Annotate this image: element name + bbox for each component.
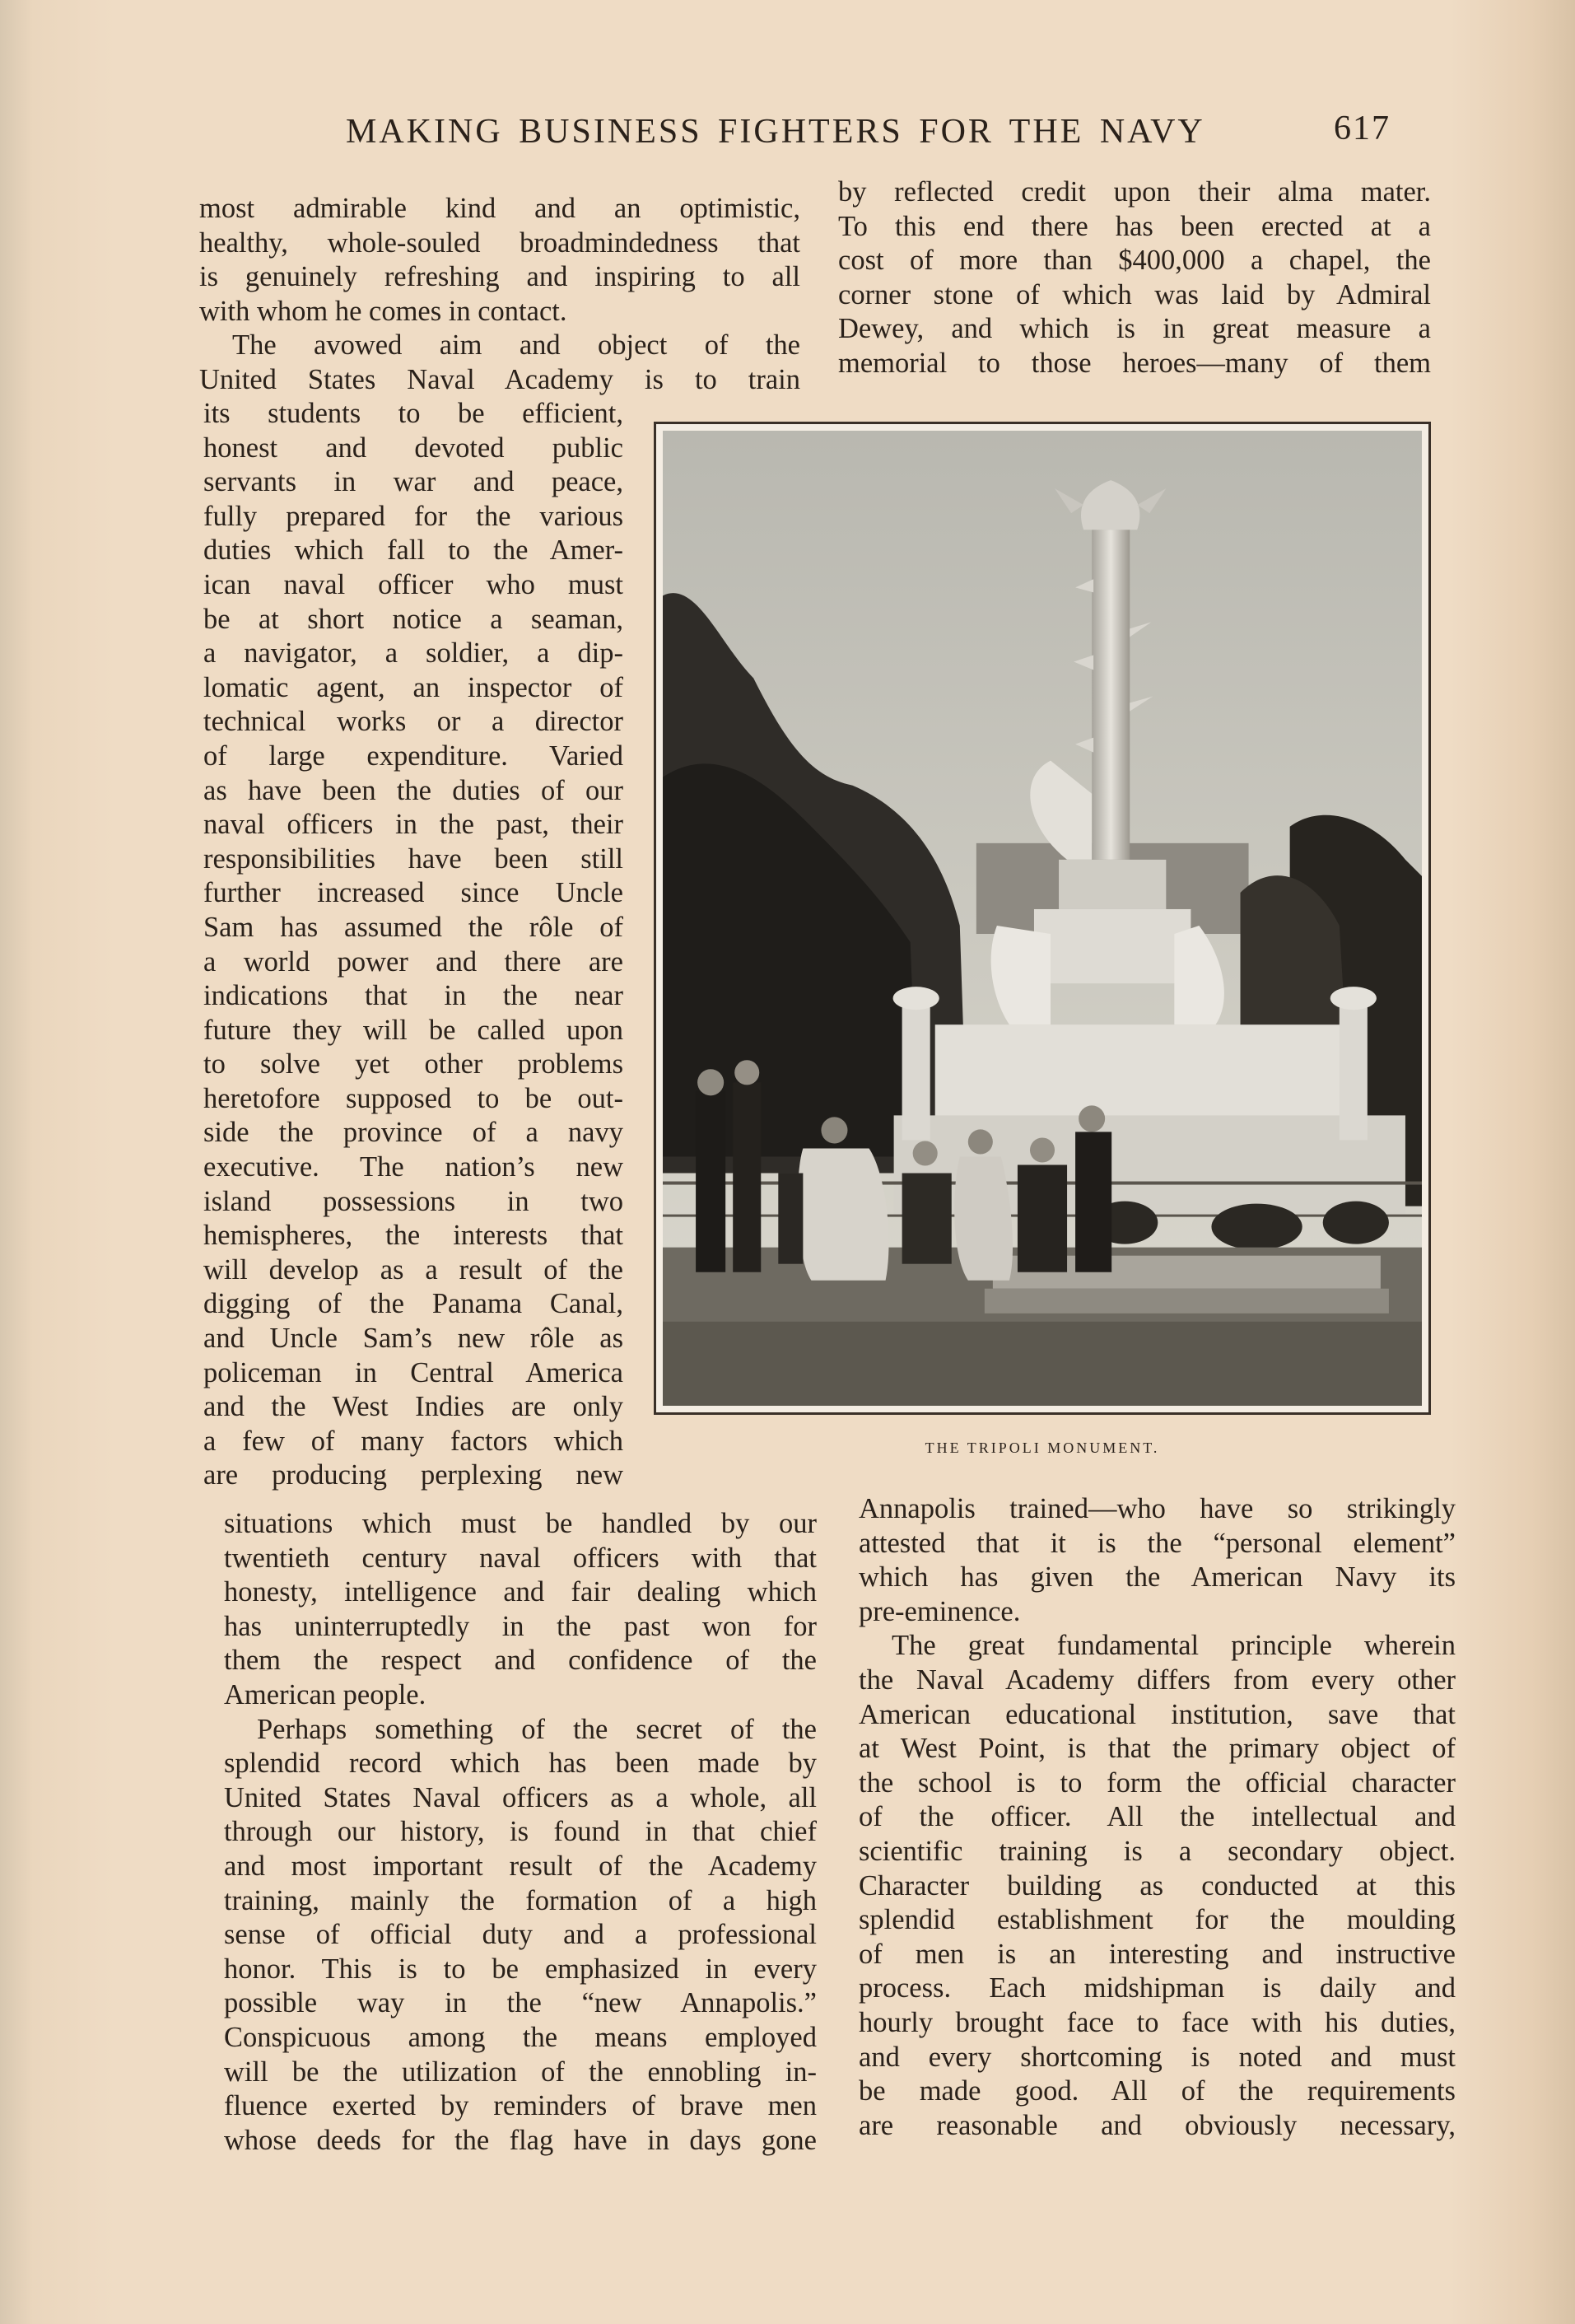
text-line: be made good. All of the requirements xyxy=(859,2075,1456,2107)
text-line: Character building as conducted at this xyxy=(859,1869,1456,1902)
text-line: policeman in Central America xyxy=(203,1356,623,1388)
text-line: hemispheres, the interests that xyxy=(203,1220,623,1252)
text-line: technical works or a director xyxy=(203,706,623,738)
text-line: future they will be called upon xyxy=(203,1014,623,1046)
text-line: naval officers in the past, their xyxy=(203,809,623,841)
text-line: honest and devoted public xyxy=(203,432,623,464)
left-column-top xyxy=(199,192,800,398)
text-line: are producing perplexing new xyxy=(203,1459,623,1491)
text-line: side the province of a navy xyxy=(203,1117,623,1149)
text-line: a navigator, a soldier, a dip- xyxy=(203,637,623,670)
text-line: and every shortcoming is noted and must xyxy=(859,2041,1456,2073)
right-column-top xyxy=(838,175,1431,381)
text-line: twentieth century naval officers with that xyxy=(224,1542,817,1574)
left-column-bottom xyxy=(224,1507,817,2158)
text-line: The great fundamental principle wherein xyxy=(892,1630,1456,1662)
text-line: situations which must be handled by our xyxy=(224,1508,817,1539)
figure-caption: THE TRIPOLI MONUMENT. xyxy=(925,1440,1160,1456)
text-line: Perhaps something of the secret of the xyxy=(257,1713,817,1745)
text-line: To this end there has been erected at a xyxy=(838,210,1431,242)
text-line: and Uncle Sam’s new rôle as xyxy=(203,1323,623,1355)
tripoli-monument-photo xyxy=(654,422,1431,1415)
text-line: cost of more than $400,000 a chapel, the xyxy=(838,245,1431,277)
text-line: of the officer. All the intellectual and xyxy=(859,1801,1456,1833)
text-line: The avowed aim and object of the xyxy=(232,329,800,362)
text-line: duties which fall to the Amer- xyxy=(203,534,623,567)
text-line: healthy, whole-souled broadmindedness that xyxy=(199,226,800,259)
text-line: the school is to form the official character xyxy=(859,1766,1456,1799)
text-line: memorial to those heroes—many of them xyxy=(838,347,1431,379)
text-line: sense of official duty and a professional xyxy=(224,1919,817,1951)
left-column-narrow xyxy=(203,397,623,1493)
text-line: hourly brought face to face with his duties, xyxy=(859,2006,1456,2038)
right-column-bottom xyxy=(859,1492,1456,2143)
text-line: splendid record which has been made by xyxy=(224,1748,817,1780)
text-line: of men is an interesting and instructive xyxy=(859,1938,1456,1970)
text-line: process. Each midshipman is daily and xyxy=(859,1972,1456,2004)
text-line: of large expenditure. Varied xyxy=(203,740,623,772)
text-line: Annapolis trained—who have so strikingly xyxy=(859,1493,1456,1524)
text-line: pre-eminence. xyxy=(859,1595,1021,1627)
text-line: through our history, is found in that chief xyxy=(224,1816,817,1848)
text-line: as have been the duties of our xyxy=(203,774,623,806)
page-number: 617 xyxy=(1334,110,1391,147)
text-line: most admirable kind and an optimistic, xyxy=(199,193,800,224)
text-line: digging of the Panama Canal, xyxy=(203,1288,623,1320)
text-line: further increased since Uncle xyxy=(203,877,623,909)
text-line: and most important result of the Academy xyxy=(224,1850,817,1882)
text-line: scientific training is a secondary object. xyxy=(859,1835,1456,1867)
text-line: American people. xyxy=(224,1678,426,1710)
text-line: honesty, intelligence and fair dealing which xyxy=(224,1576,817,1608)
text-line: corner stone of which was laid by Admiral xyxy=(838,278,1431,310)
text-line: be at short notice a seaman, xyxy=(203,603,623,635)
text-line: Dewey, and which is in great measure a xyxy=(838,313,1431,345)
text-line: Sam has assumed the rôle of xyxy=(203,911,623,943)
text-line: is genuinely refreshing and inspiring to all xyxy=(199,261,800,293)
text-line: servants in war and peace, xyxy=(203,466,623,498)
text-line: indications that in the near xyxy=(203,980,623,1012)
text-line: by reflected credit upon their alma mater. xyxy=(838,176,1431,208)
text-line: fluence exerted by reminders of brave men xyxy=(224,2090,817,2122)
text-line: at West Point, is that the primary object of xyxy=(859,1733,1456,1765)
text-line: honor. This is to be emphasized in every xyxy=(224,1953,817,1985)
text-line: will develop as a result of the xyxy=(203,1253,623,1286)
text-line: American educational institution, save that xyxy=(859,1698,1456,1730)
text-line: ican naval officer who must xyxy=(203,568,623,600)
text-line: will be the utilization of the ennobling in- xyxy=(224,2056,817,2088)
text-line: responsibilities have been still xyxy=(203,842,623,875)
text-line: are reasonable and obviously necessary, xyxy=(859,2109,1456,2141)
text-line: executive. The nation’s new xyxy=(203,1151,623,1183)
text-line: them the respect and confidence of the xyxy=(224,1645,817,1677)
text-line: splendid establishment for the moulding xyxy=(859,1904,1456,1936)
text-line: lomatic agent, an inspector of xyxy=(203,671,623,703)
text-line: Conspicuous among the means employed xyxy=(224,2021,817,2053)
text-line: has uninterruptedly in the past won for xyxy=(224,1610,817,1642)
text-line: possible way in the “new Annapolis.” xyxy=(224,1987,817,2019)
text-line: United States Naval Academy is to train xyxy=(199,363,800,395)
text-line: with whom he comes in contact. xyxy=(199,295,567,327)
text-line: training, mainly the formation of a high xyxy=(224,1884,817,1916)
text-line: attested that it is the “personal element” xyxy=(859,1527,1456,1559)
text-line: United States Naval officers as a whole, all xyxy=(224,1781,817,1813)
text-line: island possessions in two xyxy=(203,1185,623,1217)
text-line: the Naval Academy differs from every other xyxy=(859,1664,1456,1696)
text-line: a few of many factors which xyxy=(203,1425,623,1457)
text-line: its students to be efficient, xyxy=(203,398,623,429)
text-line: whose deeds for the flag have in days gone xyxy=(224,2124,817,2156)
text-line: heretofore supposed to be out- xyxy=(203,1082,623,1114)
text-line: and the West Indies are only xyxy=(203,1391,623,1423)
text-line: to solve yet other problems xyxy=(203,1048,623,1080)
text-line: a world power and there are xyxy=(203,945,623,978)
running-head-title: MAKING BUSINESS FIGHTERS FOR THE NAVY xyxy=(346,113,1205,151)
text-line: fully prepared for the various xyxy=(203,500,623,532)
text-line: which has given the American Navy its xyxy=(859,1561,1456,1594)
monument-photo-illustration xyxy=(663,431,1422,1406)
